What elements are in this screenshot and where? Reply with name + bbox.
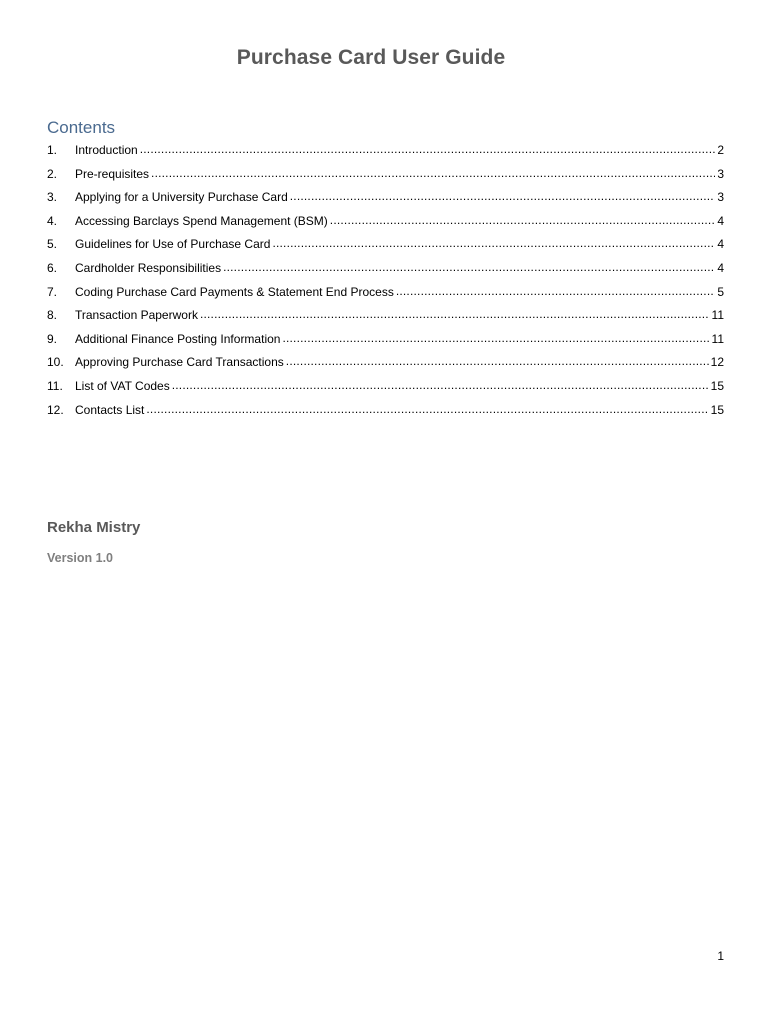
author-name: Rekha Mistry [47,519,141,536]
version-label: Version 1.0 [47,551,114,565]
toc-entry-title: Introduction [75,143,138,157]
toc-entry-number: 7. [47,284,58,299]
toc-entry-title: Applying for a University Purchase Card [75,190,288,205]
toc-entry-title: Coding Purchase Card Payments & Statement End Process [75,284,394,299]
toc-entry-page: 3 [717,190,724,205]
toc-entry-number: 6. [47,260,58,275]
toc-dot-leader [200,307,710,319]
toc-dot-leader [282,331,709,343]
toc-entry-page: 3 [717,166,724,181]
toc-entry-applying-for-card[interactable] [47,189,724,213]
toc-dot-leader [146,402,708,414]
toc-entry-accessing-bsm[interactable] [47,213,724,237]
toc-entry-number: 9. [47,331,58,346]
toc-entry-number: 2. [47,166,58,181]
toc-entry-page: 5 [717,284,724,299]
toc-entry-title: Additional Finance Posting Information [75,331,281,346]
toc-dot-leader [140,142,716,154]
toc-entry-title: Pre-requisites [75,166,150,181]
toc-dot-leader [330,213,716,225]
toc-entry-number: 5. [47,237,58,252]
toc-entry-page: 11 [711,331,724,346]
toc-entry-number: 3. [47,190,58,205]
toc-entry-page: 12 [710,355,724,370]
toc-entry-title: Accessing Barclays Spend Management (BSM) [75,213,328,228]
toc-entry-number: 11. [47,378,63,393]
document-title: Purchase Card User Guide [236,46,506,69]
toc-entry-title: Cardholder Responsibilities [75,260,222,275]
toc-entry-cardholder-responsibilities[interactable] [47,260,724,284]
toc-entry-title: Transaction Paperwork [75,308,198,323]
toc-entry-number: 4. [47,213,58,228]
toc-entry-vat-codes[interactable] [47,378,724,402]
toc-entry-pre-requisites[interactable] [47,166,724,190]
toc-dot-leader [286,354,709,366]
toc-entry-title: Contacts List [75,402,145,417]
toc-dot-leader [172,378,709,390]
toc-entry-page: 4 [717,260,724,275]
toc-dot-leader [396,284,715,296]
toc-entry-page: 2 [717,143,724,157]
toc-entry-title: List of VAT Codes [75,378,170,393]
toc-entry-page: 15 [710,378,724,393]
toc-entry-contacts-list[interactable] [47,402,724,426]
toc-entry-title: Approving Purchase Card Transactions [75,355,284,370]
toc-entry-number: 8. [47,308,58,323]
toc-dot-leader [223,260,715,272]
toc-entry-guidelines[interactable] [47,236,724,260]
toc-dot-leader [290,189,716,201]
toc-entry-page: 4 [717,237,724,252]
toc-entry-transaction-paperwork[interactable] [47,307,724,331]
contents-heading: Contents [47,118,116,137]
table-of-contents [47,142,724,425]
toc-entry-coding-payments[interactable] [47,284,724,308]
toc-dot-leader [151,166,715,178]
page-number: 1 [717,949,724,963]
toc-entry-page: 11 [711,308,724,323]
toc-entry-introduction[interactable] [47,142,724,166]
toc-entry-number: 10. [47,355,64,370]
toc-entry-number: 12. [47,402,64,417]
toc-entry-number: 1. [47,143,58,157]
toc-entry-title: Guidelines for Use of Purchase Card [75,237,271,252]
toc-entry-finance-posting[interactable] [47,331,724,355]
toc-entry-page: 15 [710,402,724,417]
toc-entry-approving-transactions[interactable] [47,354,724,378]
toc-entry-page: 4 [717,213,724,228]
toc-dot-leader [272,236,715,248]
